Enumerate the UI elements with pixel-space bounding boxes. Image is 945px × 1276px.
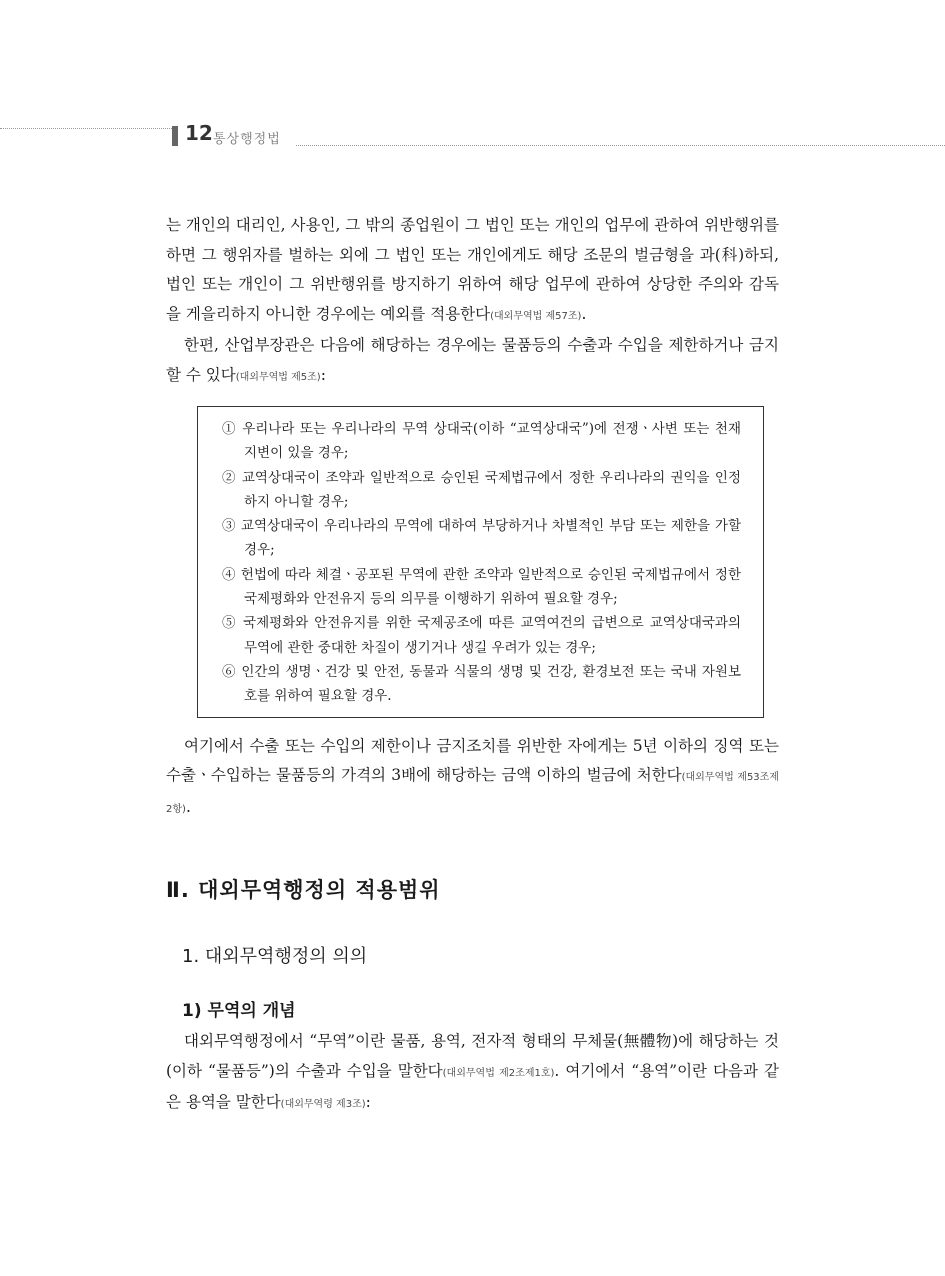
legal-reference: (대외무역령 제3조) bbox=[280, 1099, 366, 1111]
paragraph-1 bbox=[166, 211, 779, 331]
paragraph-2-end: : bbox=[320, 365, 326, 384]
condition-item-2: ② 교역상대국이 조약과 일반적으로 승인된 국제법규에서 정한 우리나라의 권익을 인정하지 아니할 경우; bbox=[222, 469, 741, 510]
condition-item-6: ⑥ 인간의 생명ㆍ건강 및 안전, 동물과 식물의 생명 및 건강, 환경보전 또는 국내 자원보호를 위하여 필요할 경우. bbox=[222, 663, 741, 705]
section-heading: Ⅱ. 대외무역행정의 적용범위 bbox=[166, 878, 441, 903]
paragraph-3-text: 여기에서 수출 또는 수입의 제한이나 금지조치를 위반한 자에게는 5년 이하의 징역 또는 수출ㆍ수입하는 물품등의 가격의 3배에 해당하는 금액 이하의 벌금에 처한다 bbox=[166, 736, 779, 785]
page-number: 12 bbox=[185, 121, 213, 145]
subsubsection-heading: 1) 무역의 개념 bbox=[182, 1001, 296, 1022]
legal-reference: (대외무역법 제2조제1호) bbox=[442, 1067, 555, 1079]
paragraph-3 bbox=[166, 732, 779, 825]
header-bar bbox=[172, 126, 178, 146]
legal-reference: (대외무역법 제53조제2항) bbox=[166, 772, 779, 815]
subsection-heading: 1. 대외무역행정의 의의 bbox=[182, 946, 368, 968]
paragraph-4 bbox=[166, 1027, 779, 1120]
header-rule-right bbox=[296, 145, 945, 146]
paragraph-4-text-1: 대외무역행정에서 “무역”이란 물품, 용역, 전자적 형태의 무체물(無體物)에 해당하는 것(이하 “물품등”)의 수출과 수입을 말한다 bbox=[166, 1032, 779, 1080]
page-content bbox=[166, 211, 779, 1120]
header-rule-left bbox=[0, 128, 176, 129]
paragraph-4-text-2: . 여기에서 “용역”이란 다음과 같은 용역을 말한다 bbox=[166, 1061, 779, 1112]
legal-reference: (대외무역법 제5조) bbox=[235, 371, 321, 383]
condition-item-5: ⑤ 국제평화와 안전유지를 위한 국제공조에 따른 교역여건의 급변으로 교역상대국과의 무역에 관한 중대한 차질이 생기거나 생길 우려가 있는 경우; bbox=[222, 615, 741, 656]
paragraph-3-end: . bbox=[185, 797, 191, 816]
paragraph-2 bbox=[166, 331, 779, 392]
conditions-box bbox=[197, 406, 764, 718]
paragraph-4-end: : bbox=[365, 1093, 371, 1112]
condition-item-3: ③ 교역상대국이 우리나라의 무역에 대하여 부당하거나 차별적인 부담 또는 제한을 가할 경우; bbox=[222, 518, 741, 559]
paragraph-1-end: . bbox=[581, 304, 587, 323]
running-title: 통상행정법 bbox=[213, 132, 281, 147]
paragraph-2-text: 한편, 산업부장관은 다음에 해당하는 경우에는 물품등의 수출과 수입을 제한하거나 금지할 수 있다 bbox=[166, 336, 779, 384]
condition-item-1: ① 우리나라 또는 우리나라의 무역 상대국(이하 “교역상대국”)에 전쟁ㆍ사변 또는 천재지변이 있을 경우; bbox=[222, 421, 741, 462]
legal-reference: (대외무역법 제57조) bbox=[490, 310, 582, 322]
condition-item-4: ④ 헌법에 따라 체결ㆍ공포된 무역에 관한 조약과 일반적으로 승인된 국제법규에서 정한 국제평화와 안전유지 등의 의무를 이행하기 위하여 필요할 경우; bbox=[222, 566, 741, 608]
paragraph-1-text: 는 개인의 대리인, 사용인, 그 밖의 종업원이 그 법인 또는 개인의 업무에 관하여 위반행위를 하면 그 행위자를 벌하는 외에 그 법인 또는 개인에게도 해당 조문의 벌금형을 과(科)하되, 법인 또는 개인이 그 위반행위를 방지하기 위하여 해당 업무에 관하여 상당한 주의와 감독을 게을리하지 아니한 경우에는 예외를 적용한다 bbox=[166, 216, 779, 323]
